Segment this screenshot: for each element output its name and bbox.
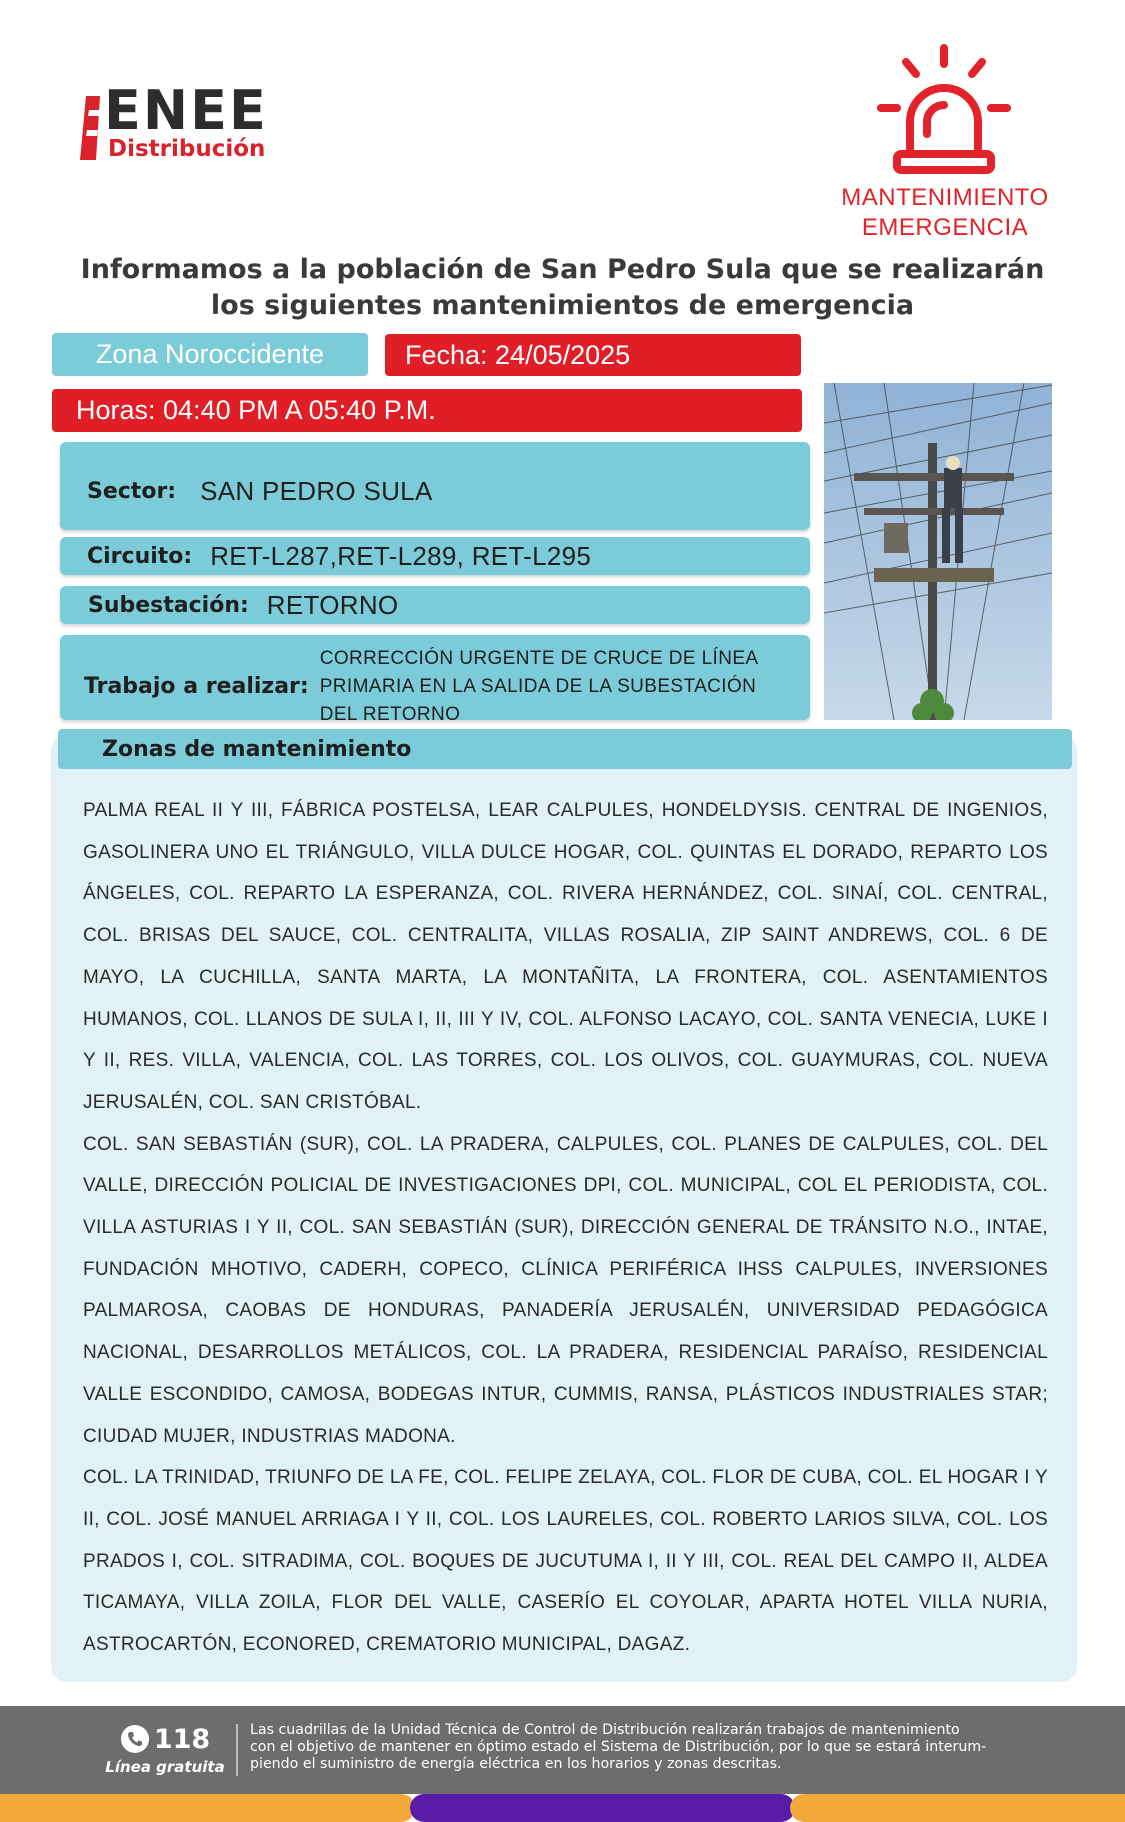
- zones-paragraph-2: COL. SAN SEBASTIÁN (SUR), COL. LA PRADERA, CALPULES, COL. PLANES DE CALPULES, COL. DEL VALLE, DIRECCIÓN POLICIAL DE INVESTIGACIONES DPI, COL. MUNICIPAL, COL EL PERIODISTA, COL. VILLA ASTURIAS I Y II, COL. SAN SEBASTIÁN (SUR), DIRECCIÓN GENERAL DE TRÁNSITO N.O., INTAE, FUNDACIÓN MHOTIVO, CADERH, COPECO, CLÍNICA PERIFÉRICA IHSS CALPULES, INVERSIONES PALMAROSA, CAOBAS DE HONDURAS, PANADERÍA JERUSALÉN, UNIVERSIDAD PEDAGÓGICA NACIONAL, DESARROLLOS METÁLICOS, COL. LA PRADERA, RESIDENCIAL PARAÍSO, RESIDENCIAL VALLE ESCONDIDO, CAMOSA, BODEGAS INTUR, CUMMIS, RANSA, PLÁSTICOS INDUSTRIALES STAR; CIUDAD MUJER, INDUSTRIAS MADONA.: [83, 1133, 1048, 1447]
- bar-orange-left: [0, 1794, 415, 1822]
- circuit-label: Circuito:: [87, 543, 193, 569]
- footer-note-line-1: Las cuadrillas de la Unidad Técnica de Control de Distribución realizarán trabajos de mantenimiento: [250, 1722, 960, 1738]
- bar-orange-right: [790, 1794, 1125, 1822]
- headline: [40, 252, 1085, 324]
- bar-purple: [410, 1794, 795, 1822]
- phone-icon: [120, 1724, 150, 1754]
- zones-list: [83, 790, 1048, 1666]
- logo-subtitle: Distribución: [108, 136, 266, 162]
- headline-line-2: los siguientes mantenimientos de emergencia: [210, 290, 915, 321]
- work-label: Trabajo a realizar:: [84, 674, 309, 699]
- headline-line-1: Informamos a la población de San Pedro Sula que se realizarán: [80, 254, 1045, 285]
- substation-value: RETORNO: [266, 589, 399, 620]
- sector-value: SAN PEDRO SULA: [200, 475, 433, 506]
- hotline: [100, 1722, 230, 1782]
- work-box: [60, 635, 810, 725]
- circuit-box: [60, 537, 810, 575]
- zone-pill: Zona Noroccidente: [52, 333, 368, 376]
- hours-pill: Horas: 04:40 PM A 05:40 P.M.: [52, 389, 802, 432]
- zones-paragraph-3: COL. LA TRINIDAD, TRIUNFO DE LA FE, COL. FELIPE ZELAYA, COL. FLOR DE CUBA, COL. EL HOGAR I Y II, COL. JOSÉ MANUEL ARRIAGA I Y II, COL. LOS LAURELES, COL. ROBERTO LARIOS SILVA, COL. LOS PRADOS I, COL. SITRADIMA, COL. BOQUES DE JUCUTUMA I, II Y III, COL. REAL DEL CAMPO II, ALDEA TICAMAYA, VILLA ZOILA, FLOR DEL VALLE, CASERÍO EL COYOLAR, APARTA HOTEL VILLA NURIA, ASTROCARTÓN, ECONORED, CREMATORIO MUNICIPAL, DAGAZ.: [83, 1467, 1048, 1656]
- sector-label: Sector:: [87, 478, 177, 504]
- enee-logo: [78, 79, 308, 172]
- siren-icon: [873, 42, 1015, 177]
- footer-note-line-2: con el objetivo de mantener en óptimo estado el Sistema de Distribución, por lo que se estará interum-: [250, 1739, 987, 1755]
- footer-note: [250, 1722, 1070, 1773]
- substation-label: Subestación:: [88, 592, 249, 618]
- zones-title: Zonas de mantenimiento: [58, 729, 1072, 769]
- footer-divider: [236, 1724, 238, 1776]
- substation-box: [60, 586, 810, 624]
- emergency-badge: [820, 183, 1070, 243]
- logo-mark-icon: [80, 96, 100, 160]
- hotline-label: Línea gratuita: [105, 1758, 225, 1776]
- work-value: CORRECCIÓN URGENTE DE CRUCE DE LÍNEA PRIMARIA EN LA SALIDA DE LA SUBESTACIÓN DEL RETORNO: [319, 648, 758, 725]
- logo-word: ENEE: [104, 79, 268, 142]
- badge-line-2: EMERGENCIA: [861, 214, 1029, 241]
- bottom-color-bar: [0, 1794, 1125, 1822]
- lineworker-photo: [824, 383, 1052, 720]
- circuit-value: RET-L287,RET-L289, RET-L295: [210, 540, 592, 571]
- sector-box: [60, 442, 810, 530]
- footer-note-line-3: piendo el suministro de energía eléctrica en los horarios y zonas descritas.: [250, 1756, 782, 1772]
- hotline-number: 118: [153, 1723, 211, 1755]
- date-pill: Fecha: 24/05/2025: [385, 334, 801, 376]
- badge-line-1: MANTENIMIENTO: [841, 184, 1049, 211]
- zones-paragraph-1: PALMA REAL II Y III, FÁBRICA POSTELSA, LEAR CALPULES, HONDELDYSIS. CENTRAL DE INGENIOS, GASOLINERA UNO EL TRIÁNGULO, VILLA DULCE HOGAR, COL. QUINTAS EL DORADO, REPARTO LOS ÁNGELES, COL. REPARTO LA ESPERANZA, COL. RIVERA HERNÁNDEZ, COL. SINAÍ, COL. CENTRAL, COL. BRISAS DEL SAUCE, COL. CENTRALITA, VILLAS ROSALIA, ZIP SAINT ANDREWS, COL. 6 DE MAYO, LA CUCHILLA, SANTA MARTA, LA MONTAÑITA, LA FRONTERA, COL. ASENTAMIENTOS HUMANOS, COL. LLANOS DE SULA I, II, III Y IV, COL. ALFONSO LACAYO, COL. SANTA VENECIA, LUKE I Y II, RES. VILLA, VALENCIA, COL. LAS TORRES, COL. LOS OLIVOS, COL. GUAYMURAS, COL. NUEVA JERUSALÉN, COL. SAN CRISTÓBAL.: [83, 800, 1048, 1113]
